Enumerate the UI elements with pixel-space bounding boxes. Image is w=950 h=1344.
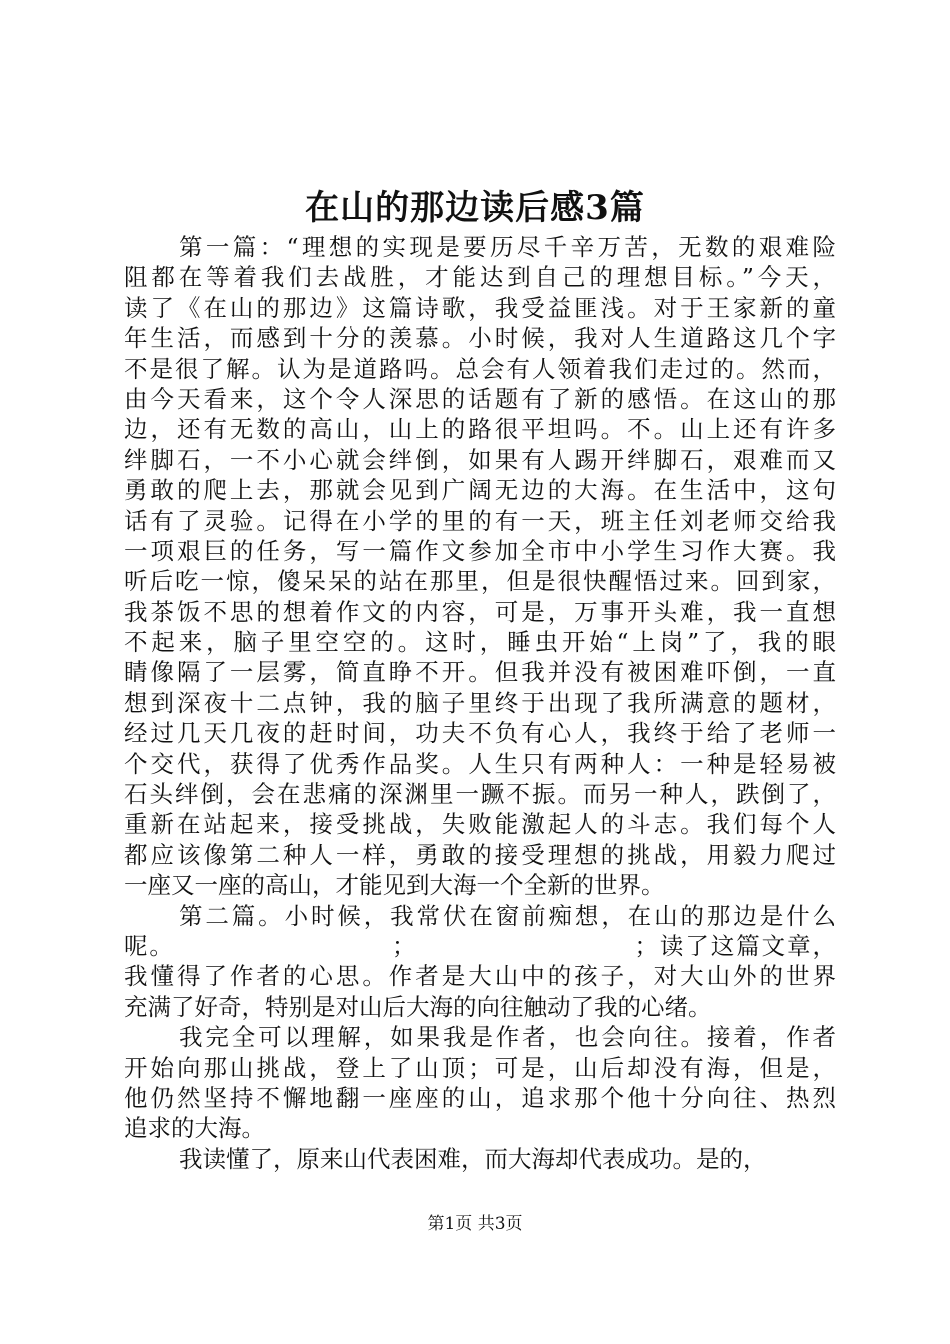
text-line: 一项艰巨的任务，写一篇作文参加全市中小学生习作大赛。我 xyxy=(124,536,836,565)
text-line: 经过几天几夜的赶时间，功夫不负有心人，我终于给了老师一 xyxy=(124,719,836,748)
text-line: 勇敢的爬上去，那就会见到广阔无边的大海。在生活中，这句 xyxy=(124,476,836,505)
text-line: 开始向那山挑战，登上了山顶；可是，山后却没有海，但是， xyxy=(124,1053,836,1082)
text-line: 我读懂了，原来山代表困难，而大海却代表成功。是的， xyxy=(179,1144,767,1173)
document-body xyxy=(124,232,836,1174)
text-line: 想到深夜十二点钟，我的脑子里终于出现了我所满意的题材， xyxy=(124,688,836,717)
text-line: 第二篇。小时候，我常伏在窗前痴想，在山的那边是什么 xyxy=(179,901,836,930)
text-line: 都应该像第二种人一样，勇敢的接受理想的挑战，用毅力爬过 xyxy=(124,840,836,869)
text-line: 重新在站起来，接受挑战，失败能激起人的斗志。我们每个人 xyxy=(124,810,836,839)
text-line: 我懂得了作者的心思。作者是大山中的孩子，对大山外的世界 xyxy=(124,962,836,991)
text-line: 呢。 ； ；读了这篇文章， xyxy=(124,931,836,960)
text-line: 边，还有无数的高山，山上的路很平坦吗。不。山上还有许多 xyxy=(124,415,836,444)
text-line: 我完全可以理解，如果我是作者，也会向往。接着，作者 xyxy=(179,1023,836,1052)
text-line: 他仍然坚持不懈地翻一座座的山，追求那个他十分向往、热烈 xyxy=(124,1083,836,1112)
text-line: 睛像隔了一层雾，简直睁不开。但我并没有被困难吓倒，一直 xyxy=(124,658,836,687)
text-line: 由今天看来，这个令人深思的话题有了新的感悟。在这山的那 xyxy=(124,384,836,413)
text-line: 石头绊倒，会在悲痛的深渊里一蹶不振。而另一种人，跌倒了， xyxy=(124,780,836,809)
text-line: 一座又一座的高山，才能见到大海一个全新的世界。 xyxy=(124,871,665,900)
text-line: 第一篇：“理想的实现是要历尽千辛万苦，无数的艰难险 xyxy=(179,233,836,261)
text-line: 追求的大海。 xyxy=(124,1114,265,1143)
text-line: 不起来，脑子里空空的。这时，睡虫开始“上岗”了，我的眼 xyxy=(124,628,836,657)
text-line: 年生活，而感到十分的羡慕。小时候，我对人生道路这几个字 xyxy=(124,324,836,353)
document-title: 在山的那边读后感3篇 xyxy=(305,188,645,228)
text-line: 绊脚石，一不小心就会绊倒，如果有人踢开绊脚石，艰难而又 xyxy=(124,445,836,474)
text-line: 个交代，获得了优秀作品奖。人生只有两种人：一种是轻易被 xyxy=(124,749,836,778)
text-line: 听后吃一惊，傻呆呆的站在那里，但是很快醒悟过来。回到家， xyxy=(124,567,836,596)
text-line: 读了《在山的那边》这篇诗歌，我受益匪浅。对于王家新的童 xyxy=(124,293,836,322)
text-line: 话有了灵验。记得在小学的里的有一天，班主任刘老师交给我 xyxy=(124,506,836,535)
text-line: 充满了好奇，特别是对山后大海的向往触动了我的心绪。 xyxy=(124,992,712,1021)
text-line: 不是很了解。认为是道路吗。总会有人领着我们走过的。然而， xyxy=(124,354,836,383)
text-line: 我茶饭不思的想着作文的内容，可是，万事开头难，我一直想 xyxy=(124,597,836,626)
page-footer: 第1页 共3页 xyxy=(427,1214,523,1234)
text-line: 阻都在等着我们去战胜，才能达到自己的理想目标。”今天， xyxy=(124,263,836,292)
